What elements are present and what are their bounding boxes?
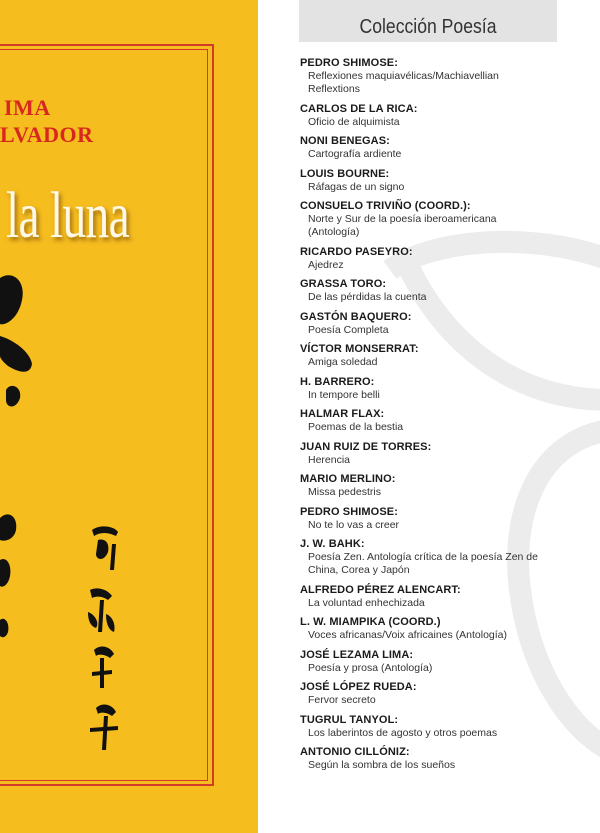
book-author: H. BARRERO: [300,375,375,388]
book-author: PEDRO SHIMOSE: [300,57,398,69]
book-title: Poesía Zen. Antología crítica de la poesía Zen de China, Corea y Japón [308,551,538,576]
book-author: CONSUELO TRIVIÑO (COORD.): [300,200,471,212]
book-title: La voluntad enhechizada [308,596,425,609]
book-cover [0,0,258,833]
book-item [300,538,548,577]
book-title: Poesía Completa [308,323,389,336]
book-author: CARLOS DE LA RICA: [300,102,418,115]
book-item [300,714,548,740]
book-author: JOSÉ LEZAMA LIMA: [300,648,414,661]
book-title: Fervor secreto [308,694,376,706]
book-item [300,408,548,434]
book-author: GASTÓN BAQUERO: [300,310,412,323]
book-title: Poesía y prosa (Antología) [308,661,433,674]
book-item [300,103,548,129]
book-author: HALMAR FLAX: [300,408,385,420]
book-author: GRASSA TORO: [300,278,387,290]
book-title: Cartografía ardiente [308,148,402,160]
book-item [300,246,548,272]
book-title: No te lo vas a creer [308,518,400,531]
book-item [300,135,548,161]
book-item [300,168,548,194]
book-title: Voces africanas/Voix africaines (Antología) [308,629,508,641]
book-author: ANTONIO CILLÓNIZ: [300,746,410,758]
book-item [300,343,548,369]
book-author: J. W. BAHK: [300,538,365,550]
book-title: De las pérdidas la cuenta [308,291,427,303]
book-item [300,278,548,304]
book-title: In tempore belli [308,388,380,401]
collection-title: Colección Poesía [359,16,497,38]
book-title: Amiga soledad [308,356,378,368]
book-list [300,57,548,779]
cover-author-line-1: IMA [4,95,51,120]
book-item [300,649,548,675]
book-author: MARIO MERLINO: [300,473,396,485]
book-item [300,506,548,532]
cover-author-line-2: LVADOR [0,122,94,147]
book-title: Ráfagas de un signo [308,180,405,193]
book-item [300,376,548,402]
calligraphy-illustration [0,240,258,800]
book-item [300,311,548,337]
book-item [300,746,548,772]
book-author: PEDRO SHIMOSE: [300,505,398,518]
book-author: VÍCTOR MONSERRAT: [300,343,419,355]
book-author: JUAN RUIZ DE TORRES: [300,440,432,453]
book-author: NONI BENEGAS: [300,135,390,147]
book-item [300,200,548,239]
book-title: Missa pedestris [308,486,381,498]
book-author: LOUIS BOURNE: [300,167,390,180]
book-item [300,473,548,499]
book-author: TUGRUL TANYOL: [300,713,399,726]
book-author: ALFREDO PÉREZ ALENCART: [300,583,461,596]
book-title: Oficio de alquimista [308,115,400,128]
book-author: L. W. MIAMPIKA (COORD.) [300,616,441,628]
book-item [300,57,548,96]
book-author: JOSÉ LÓPEZ RUEDA: [300,681,417,693]
book-title: Herencia [308,453,351,466]
book-item [300,441,548,467]
book-title: Los laberintos de agosto y otros poemas [308,726,498,739]
book-title: Poemas de la bestia [308,421,404,433]
book-title: Ajedrez [308,258,344,271]
book-item [300,584,548,610]
book-item [300,681,548,707]
book-item [300,616,548,642]
cover-title: la luna [6,179,129,252]
collection-header [299,0,557,42]
book-author: RICARDO PASEYRO: [300,245,413,258]
book-title: Norte y Sur de la poesía iberoamericana (Antología) [308,213,497,238]
book-title: Reflexiones maquiavélicas/Machiavellian Reflextions [308,70,499,95]
book-title: Según la sombra de los sueños [308,759,456,771]
